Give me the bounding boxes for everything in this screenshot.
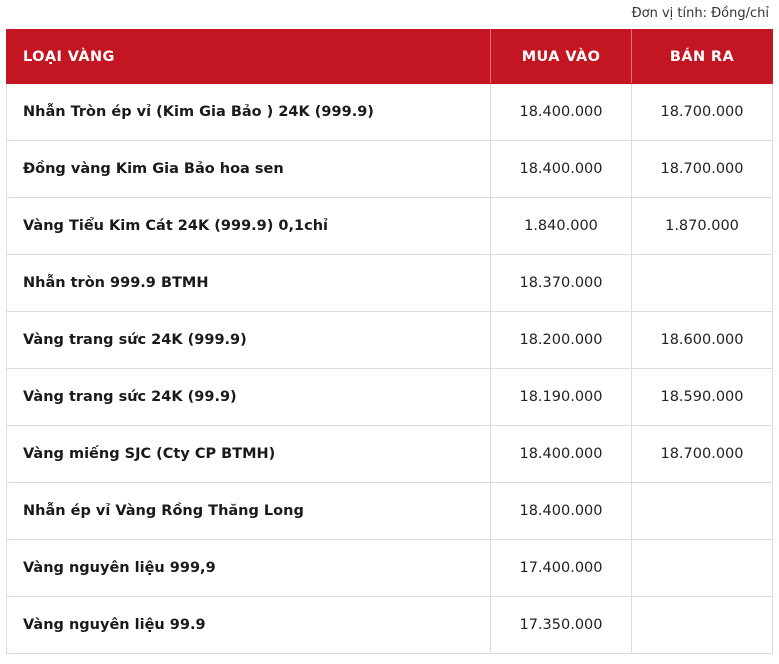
cell-gold-type: Nhẫn tròn 999.9 BTMH: [7, 255, 491, 312]
unit-note: Đơn vị tính: Đồng/chỉ: [631, 6, 769, 21]
table-row: [7, 141, 773, 198]
cell-sell-price: 18.590.000: [632, 369, 773, 426]
cell-gold-type: Vàng nguyên liệu 999,9: [7, 540, 491, 597]
column-header-gold-type: LOẠI VÀNG: [7, 30, 491, 84]
table-header: [7, 30, 773, 84]
cell-buy-price: 17.350.000: [491, 597, 632, 654]
cell-sell-price: 18.600.000: [632, 312, 773, 369]
cell-buy-price: 18.370.000: [491, 255, 632, 312]
cell-sell-price: 18.700.000: [632, 141, 773, 198]
cell-buy-price: 18.400.000: [491, 84, 632, 141]
cell-sell-price: 18.700.000: [632, 426, 773, 483]
cell-buy-price: 17.400.000: [491, 540, 632, 597]
cell-gold-type: Vàng nguyên liệu 99.9: [7, 597, 491, 654]
cell-sell-price: [632, 597, 773, 654]
cell-buy-price: 18.400.000: [491, 426, 632, 483]
cell-gold-type: Đồng vàng Kim Gia Bảo hoa sen: [7, 141, 491, 198]
table-row: [7, 426, 773, 483]
cell-sell-price: [632, 540, 773, 597]
cell-sell-price: [632, 255, 773, 312]
cell-buy-price: 18.400.000: [491, 483, 632, 540]
cell-gold-type: Vàng trang sức 24K (999.9): [7, 312, 491, 369]
cell-gold-type: Vàng miếng SJC (Cty CP BTMH): [7, 426, 491, 483]
cell-sell-price: 1.870.000: [632, 198, 773, 255]
table-body: [7, 84, 773, 654]
cell-buy-price: 18.200.000: [491, 312, 632, 369]
table-row: [7, 540, 773, 597]
table-header-row: [7, 30, 773, 84]
table-row: [7, 312, 773, 369]
table-row: [7, 597, 773, 654]
cell-buy-price: 18.190.000: [491, 369, 632, 426]
table-row: [7, 84, 773, 141]
cell-gold-type: Vàng trang sức 24K (99.9): [7, 369, 491, 426]
column-header-buy: MUA VÀO: [491, 30, 632, 84]
table-row: [7, 198, 773, 255]
table-row: [7, 369, 773, 426]
cell-gold-type: Nhẫn ép vỉ Vàng Rồng Thăng Long: [7, 483, 491, 540]
column-header-sell: BÁN RA: [632, 30, 773, 84]
gold-price-table: [6, 29, 773, 654]
cell-buy-price: 18.400.000: [491, 141, 632, 198]
cell-sell-price: 18.700.000: [632, 84, 773, 141]
table-row: [7, 255, 773, 312]
cell-buy-price: 1.840.000: [491, 198, 632, 255]
cell-gold-type: Vàng Tiểu Kim Cát 24K (999.9) 0,1chỉ: [7, 198, 491, 255]
cell-sell-price: [632, 483, 773, 540]
table-row: [7, 483, 773, 540]
cell-gold-type: Nhẫn Tròn ép vỉ (Kim Gia Bảo ) 24K (999.9): [7, 84, 491, 141]
